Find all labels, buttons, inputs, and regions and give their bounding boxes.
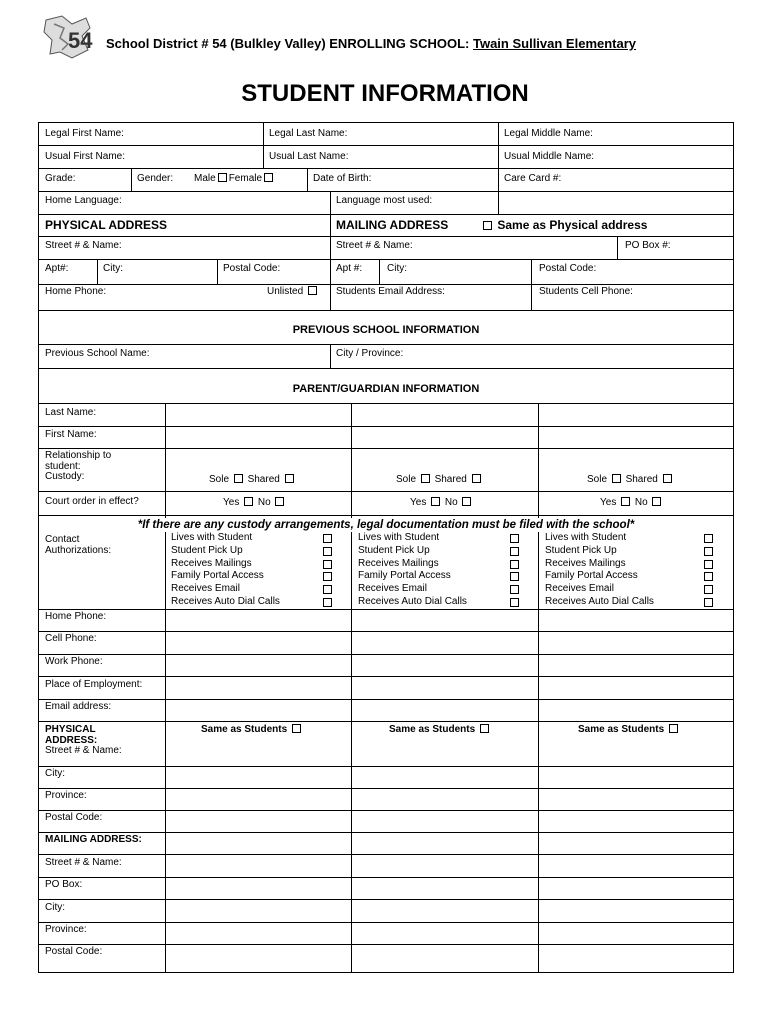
- parent-cell-phone-label: Cell Phone:: [45, 633, 97, 644]
- gender-options: Male Female: [194, 173, 275, 185]
- usual-first-name-label: Usual First Name:: [45, 151, 126, 162]
- custody-options-1: Sole Shared: [209, 474, 296, 486]
- parent-last-name-label: Last Name:: [45, 407, 97, 418]
- authorization-label: Family Portal Access: [358, 570, 451, 582]
- authorization-label: Lives with Student: [358, 532, 440, 543]
- authorization-checkbox[interactable]: [704, 534, 713, 543]
- authorization-label: Receives Email: [358, 583, 427, 595]
- previous-school-heading: PREVIOUS SCHOOL INFORMATION: [292, 324, 480, 336]
- care-card-label: Care Card #:: [504, 173, 562, 184]
- court-options-1: Yes No: [223, 497, 286, 509]
- parent-mailing-postal-code-label: Postal Code:: [45, 946, 103, 957]
- authorization-label: Receives Mailings: [358, 557, 439, 569]
- parent-guardian-heading: PARENT/GUARDIAN INFORMATION: [292, 383, 480, 395]
- street-label: Street # & Name:: [45, 240, 122, 251]
- home-phone-label: Home Phone:: [45, 286, 107, 297]
- student-form: [38, 122, 734, 973]
- postal-code-label: Postal Code:: [223, 263, 281, 274]
- parent-province-label: Province:: [45, 790, 87, 801]
- mailing-apt-label: Apt #:: [336, 263, 363, 274]
- parent-mailing-city-label: City:: [45, 902, 65, 913]
- place-of-employment-label: Place of Employment:: [45, 679, 143, 690]
- authorization-checkbox[interactable]: [704, 598, 713, 607]
- yes-checkbox[interactable]: [431, 497, 440, 506]
- authorization-checkbox[interactable]: [510, 598, 519, 607]
- authorization-label: Student Pick Up: [171, 544, 243, 556]
- parent-home-phone-label: Home Phone:: [45, 611, 107, 622]
- female-checkbox[interactable]: [264, 173, 273, 182]
- court-options-3: Yes No: [600, 497, 663, 509]
- mailing-postal-code-label: Postal Code:: [539, 263, 597, 274]
- court-options-2: Yes No: [410, 497, 473, 509]
- previous-school-name-label: Previous School Name:: [45, 348, 150, 359]
- authorization-checkbox[interactable]: [323, 560, 332, 569]
- same-as-students-checkbox[interactable]: [292, 724, 301, 733]
- unlisted-checkbox[interactable]: [308, 286, 317, 295]
- authorization-checkbox[interactable]: [510, 585, 519, 594]
- authorization-checkbox[interactable]: [510, 560, 519, 569]
- svg-text:54: 54: [68, 28, 93, 53]
- student-cell-label: Students Cell Phone:: [539, 286, 633, 297]
- mailing-address-heading: MAILING ADDRESS: [336, 218, 449, 232]
- page-header: [40, 14, 740, 64]
- authorization-label: Receives Auto Dial Calls: [358, 596, 467, 607]
- physical-address-heading: PHYSICAL ADDRESS: [45, 218, 168, 232]
- sole-checkbox[interactable]: [612, 474, 621, 483]
- authorization-label: Receives Mailings: [545, 557, 626, 569]
- parent-city-label: City:: [45, 768, 65, 779]
- authorization-checkbox[interactable]: [323, 598, 332, 607]
- legal-first-name-label: Legal First Name:: [45, 128, 124, 139]
- court-order-label: Court order in effect?: [45, 496, 139, 507]
- custody-options-2: Sole Shared: [396, 474, 483, 486]
- shared-checkbox[interactable]: [285, 474, 294, 483]
- apt-label: Apt#:: [45, 263, 69, 274]
- district-logo-icon: [42, 14, 94, 60]
- authorization-checkbox[interactable]: [510, 572, 519, 581]
- shared-checkbox[interactable]: [663, 474, 672, 483]
- same-as-physical-checkbox[interactable]: [483, 221, 492, 230]
- mailing-street-label: Street # & Name:: [336, 240, 413, 251]
- district-header: School District # 54 (Bulkley Valley) ENROLLING SCHOOL: Twain Sullivan Elementary: [106, 36, 637, 51]
- custody-options-3: Sole Shared: [587, 474, 674, 486]
- contact-authorizations-label: Contact Authorizations:: [45, 534, 112, 556]
- yes-checkbox[interactable]: [244, 497, 253, 506]
- authorization-checkbox[interactable]: [704, 547, 713, 556]
- sole-checkbox[interactable]: [421, 474, 430, 483]
- authorization-checkbox[interactable]: [323, 547, 332, 556]
- authorization-checkbox[interactable]: [510, 547, 519, 556]
- page-title: STUDENT INFORMATION: [241, 80, 529, 107]
- authorization-label: Lives with Student: [171, 532, 253, 543]
- parent-mailing-address-label: MAILING ADDRESS:: [45, 834, 142, 845]
- authorization-label: Family Portal Access: [545, 570, 638, 582]
- home-language-label: Home Language:: [45, 195, 122, 206]
- authorization-label: Receives Auto Dial Calls: [545, 596, 654, 607]
- po-box-label: PO Box #:: [625, 240, 671, 251]
- custody-notice: *If there are any custody arrangements, legal documentation must be filed with the school*: [39, 518, 733, 532]
- gender-label: Gender:: [137, 173, 174, 184]
- sole-checkbox[interactable]: [234, 474, 243, 483]
- authorization-label: Receives Email: [171, 583, 240, 595]
- grade-label: Grade:: [45, 173, 76, 184]
- authorization-label: Receives Email: [545, 583, 614, 595]
- male-checkbox[interactable]: [218, 173, 227, 182]
- authorization-checkbox[interactable]: [510, 534, 519, 543]
- same-as-students-checkbox[interactable]: [669, 724, 678, 733]
- usual-last-name-label: Usual Last Name:: [269, 151, 349, 162]
- parent-street-label: Street # & Name:: [45, 745, 122, 756]
- legal-last-name-label: Legal Last Name:: [269, 128, 348, 139]
- legal-middle-name-label: Legal Middle Name:: [504, 128, 593, 139]
- parent-physical-address-label: PHYSICAL ADDRESS:: [45, 724, 98, 746]
- authorization-label: Lives with Student: [545, 532, 627, 543]
- parent-mailing-street-label: Street # & Name:: [45, 857, 122, 868]
- parent-work-phone-label: Work Phone:: [45, 656, 103, 667]
- school-name: Twain Sullivan Elementary: [472, 36, 637, 51]
- authorization-label: Family Portal Access: [171, 570, 264, 582]
- parent-first-name-label: First Name:: [45, 429, 97, 440]
- authorization-checkbox[interactable]: [704, 560, 713, 569]
- date-of-birth-label: Date of Birth:: [313, 173, 372, 184]
- parent-po-box-label: PO Box:: [45, 879, 83, 890]
- mailing-city-label: City:: [387, 263, 407, 274]
- relationship-label: Relationship to student: Custody:: [45, 450, 112, 482]
- unlisted-option: Unlisted: [267, 286, 319, 298]
- no-checkbox[interactable]: [462, 497, 471, 506]
- same-as-students-1: Same as Students: [201, 724, 303, 736]
- authorization-checkbox[interactable]: [323, 572, 332, 581]
- yes-checkbox[interactable]: [621, 497, 630, 506]
- city-label: City:: [103, 263, 123, 274]
- same-as-students-2: Same as Students: [389, 724, 491, 736]
- same-as-students-3: Same as Students: [578, 724, 680, 736]
- authorization-label: Student Pick Up: [358, 544, 430, 556]
- authorization-label: Student Pick Up: [545, 544, 617, 556]
- authorization-checkbox[interactable]: [704, 585, 713, 594]
- no-checkbox[interactable]: [652, 497, 661, 506]
- parent-email-label: Email address:: [45, 701, 112, 712]
- authorization-label: Receives Mailings: [171, 557, 252, 569]
- parent-mailing-province-label: Province:: [45, 924, 87, 935]
- authorization-checkbox[interactable]: [323, 585, 332, 594]
- shared-checkbox[interactable]: [472, 474, 481, 483]
- same-as-students-checkbox[interactable]: [480, 724, 489, 733]
- parent-postal-code-label: Postal Code:: [45, 812, 103, 823]
- usual-middle-name-label: Usual Middle Name:: [504, 151, 595, 162]
- student-email-label: Students Email Address:: [336, 286, 445, 297]
- authorization-checkbox[interactable]: [323, 534, 332, 543]
- language-most-used-label: Language most used:: [336, 195, 433, 206]
- previous-city-province-label: City / Province:: [336, 348, 404, 359]
- authorization-label: Receives Auto Dial Calls: [171, 596, 280, 607]
- no-checkbox[interactable]: [275, 497, 284, 506]
- authorization-checkbox[interactable]: [704, 572, 713, 581]
- same-as-physical-option: Same as Physical address: [481, 218, 647, 232]
